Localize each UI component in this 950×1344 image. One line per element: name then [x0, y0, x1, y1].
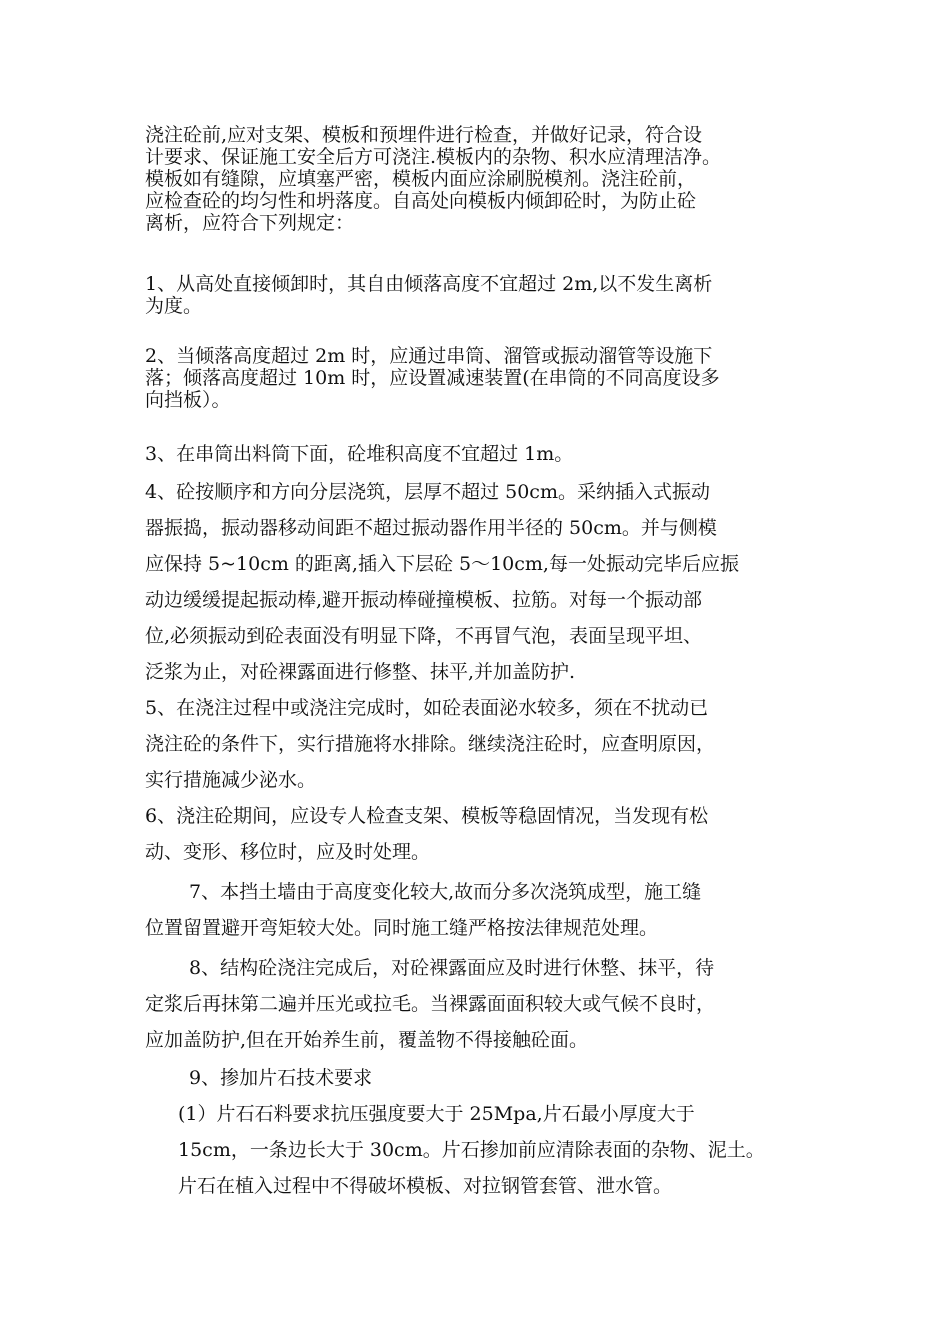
text-line: 2、当倾落高度超过 2m 时，应通过串筒、溜管或振动溜管等设施下 — [145, 345, 713, 367]
text-line: 动边缓缓提起振动棒,避开振动棒碰撞模板、拉筋。对每一个振动部 — [145, 589, 703, 611]
text-line: 离析，应符合下列规定： — [145, 212, 355, 234]
text-line: 片石在植入过程中不得破坏模板、对拉钢管套管、泄水管。 — [178, 1175, 673, 1197]
text-line: 1、从高处直接倾卸时，其自由倾落高度不宜超过 2m,以不发生离析 — [145, 273, 713, 295]
text-line: 动、变形、移位时，应及时处理。 — [145, 841, 431, 863]
text-line: 浇注砼的条件下，实行措施将水排除。继续浇注砼时，应查明原因， — [145, 733, 716, 755]
paragraph-item-9 — [145, 1060, 845, 1096]
paragraph-intro — [145, 124, 845, 234]
paragraph-item-4 — [145, 474, 845, 690]
text-line: 实行措施减少泌水。 — [145, 769, 317, 791]
paragraph-item-9-1 — [178, 1096, 848, 1204]
text-line: 泛浆为止，对砼裸露面进行修整、抹平,并加盖防护. — [145, 661, 576, 683]
text-line: 向挡板）。 — [145, 389, 231, 411]
text-line: 浇注砼前,应对支架、模板和预埋件进行检查，并做好记录，符合设 — [145, 124, 703, 146]
text-line: 4、砼按顺序和方向分层浇筑，层厚不超过 50cm。采纳插入式振动 — [145, 481, 710, 503]
paragraph-item-5 — [145, 690, 845, 798]
paragraph-item-8 — [145, 950, 845, 1058]
text-line: 落；倾落高度超过 10m 时，应设置减速装置(在串筒的不同高度设多 — [145, 367, 720, 389]
text-line: 为度。 — [145, 295, 203, 317]
text-line: 位,必须振动到砼表面没有明显下降，不再冒气泡，表面呈现平坦、 — [145, 625, 703, 647]
text-line: 应加盖防护,但在开始养生前，覆盖物不得接触砼面。 — [145, 1029, 589, 1051]
text-line: (1）片石石料要求抗压强度要大于 25Mpa,片石最小厚度大于 — [178, 1103, 695, 1125]
paragraph-item-1 — [145, 273, 845, 317]
text-line: 15cm，一条边长大于 30cm。片石掺加前应清除表面的杂物、泥土。 — [178, 1139, 765, 1161]
paragraph-item-2 — [145, 345, 845, 411]
text-line: 3、在串筒出料筒下面，砼堆积高度不宜超过 1m。 — [145, 443, 574, 465]
text-line: 模板如有缝隙，应填塞严密，模板内面应涂刷脱模剂。浇注砼前， — [145, 168, 697, 190]
text-line: 6、浇注砼期间，应设专人检查支架、模板等稳固情况，当发现有松 — [145, 805, 709, 827]
text-line: 器振捣，振动器移动间距不超过振动器作用半径的 50cm。并与侧模 — [145, 517, 717, 539]
paragraph-item-7 — [145, 874, 845, 946]
text-line: 计要求、保证施工安全后方可浇注.模板内的杂物、积水应清理洁净。 — [145, 146, 722, 168]
paragraph-item-6 — [145, 798, 845, 870]
text-line: 应保持 5~10cm 的距离,插入下层砼 5～10cm,每一处振动完毕后应振 — [145, 553, 739, 575]
text-line: 应检查砼的均匀性和坍落度。自高处向模板内倾卸砼时，为防止砼 — [145, 190, 697, 212]
paragraph-item-3 — [145, 436, 845, 472]
text-line: 定浆后再抹第二遍并压光或拉毛。当裸露面面积较大或气候不良时， — [145, 993, 716, 1015]
text-line: 7、本挡土墙由于高度变化较大,故而分多次浇筑成型，施工缝 — [189, 881, 702, 903]
text-line: 8、结构砼浇注完成后，对砼裸露面应及时进行休整、抹平，待 — [189, 957, 715, 979]
text-line: 9、掺加片石技术要求 — [189, 1067, 373, 1089]
text-line: 位置留置避开弯矩较大处。同时施工缝严格按法律规范处理。 — [145, 917, 659, 939]
text-line: 5、在浇注过程中或浇注完成时，如砼表面泌水较多，须在不扰动已 — [145, 697, 709, 719]
